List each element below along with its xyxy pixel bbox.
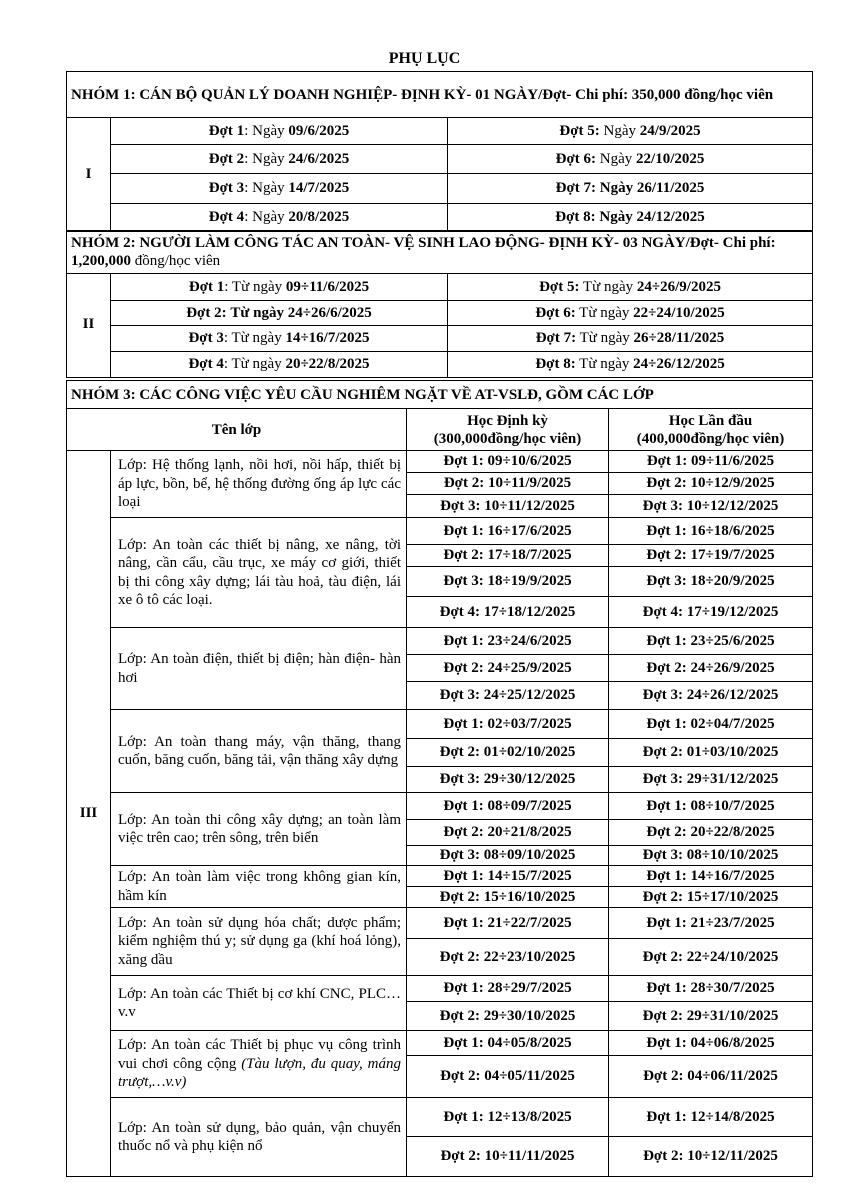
class-name-text: Lớp: An toàn điện, thiết bị điện; hàn điện- hàn hơi bbox=[118, 651, 401, 686]
class-name bbox=[111, 793, 407, 866]
periodic-session: Đợt 1: 28÷29/7/2025 bbox=[407, 976, 609, 1002]
session-date: Ngày 24/12/2025 bbox=[599, 209, 705, 225]
session-label: Đợt 7: bbox=[555, 180, 597, 196]
first-time-session: Đợt 2: 01÷03/10/2025 bbox=[609, 739, 813, 767]
first-time-session: Đợt 3: 24÷26/12/2025 bbox=[609, 682, 813, 710]
periodic-session: Đợt 1: 23÷24/6/2025 bbox=[407, 628, 609, 655]
session-label: Đợt 5: bbox=[539, 278, 580, 295]
first-time-session: Đợt 3: 29÷31/12/2025 bbox=[609, 767, 813, 793]
schedule-row bbox=[67, 174, 813, 204]
schedule-row bbox=[67, 301, 813, 326]
periodic-session: Đợt 2: 20÷21/8/2025 bbox=[407, 820, 609, 846]
session-label: Đợt 7: bbox=[535, 330, 577, 346]
class-name-text: Lớp: An toàn sử dụng hóa chất; dược phẩm; kiểm nghiệm thú y; sử dụng ga (khí hoá lỏng), xăng dầu bbox=[118, 914, 401, 968]
periodic-session: Đợt 2: 24÷25/9/2025 bbox=[407, 655, 609, 682]
class-name bbox=[111, 1098, 407, 1177]
group-3-header-row bbox=[67, 381, 813, 409]
schedule-row bbox=[67, 145, 813, 174]
schedule-cell-left bbox=[111, 326, 448, 352]
periodic-session: Đợt 1: 12÷13/8/2025 bbox=[407, 1098, 609, 1137]
periodic-session: Đợt 2: 17÷18/7/2025 bbox=[407, 545, 609, 567]
periodic-session: Đợt 2: 29÷30/10/2025 bbox=[407, 1002, 609, 1031]
class-name bbox=[111, 1031, 407, 1098]
schedule-cell-left bbox=[111, 352, 448, 378]
session-date: 24/9/2025 bbox=[639, 122, 701, 139]
session-text: : Ngày bbox=[244, 180, 289, 196]
first-time-session: Đợt 1: 28÷30/7/2025 bbox=[609, 976, 813, 1002]
session-date: Ngày 26/11/2025 bbox=[599, 180, 705, 196]
periodic-session: Đợt 2: 10÷11/11/2025 bbox=[407, 1137, 609, 1177]
session-date: 14/7/2025 bbox=[288, 180, 350, 196]
session-text: Ngày bbox=[596, 150, 637, 167]
class-name-text: Lớp: An toàn sử dụng, bảo quản, vận chuyển thuốc nổ và phụ kiện nổ bbox=[118, 1119, 401, 1154]
schedule-row bbox=[67, 204, 813, 232]
schedule-cell-right bbox=[448, 204, 813, 232]
group-3-column-header-row bbox=[67, 409, 813, 451]
class-name-text: Lớp: An toàn các Thiết bị phục vụ công trình vui chơi công cộng bbox=[118, 1037, 401, 1072]
column-periodic bbox=[407, 409, 609, 451]
schedule-row bbox=[67, 118, 813, 145]
periodic-session: Đợt 2: 01÷02/10/2025 bbox=[407, 739, 609, 767]
schedule-cell-left bbox=[111, 145, 448, 174]
schedule-row bbox=[67, 326, 813, 352]
first-time-session: Đợt 2: 10÷12/11/2025 bbox=[609, 1137, 813, 1177]
session-date: 24÷26/9/2025 bbox=[636, 278, 721, 295]
session-date: Từ ngày 24÷26/6/2025 bbox=[230, 304, 372, 321]
periodic-session: Đợt 3: 24÷25/12/2025 bbox=[407, 682, 609, 710]
first-time-session: Đợt 2: 15÷17/10/2025 bbox=[609, 887, 813, 908]
schedule-cell-left bbox=[111, 301, 448, 326]
session-date: 22/10/2025 bbox=[636, 150, 705, 167]
class-name bbox=[111, 866, 407, 908]
column-periodic-fee: (300,000đồng/học viên) bbox=[433, 430, 582, 447]
schedule-cell-right bbox=[448, 174, 813, 204]
group-3-body bbox=[67, 381, 813, 1177]
column-first-time-label: Học Lần đầu bbox=[668, 412, 753, 429]
session-date: 14÷16/7/2025 bbox=[285, 330, 370, 346]
periodic-session: Đợt 3: 10÷11/12/2025 bbox=[407, 495, 609, 518]
schedule-cell-right bbox=[448, 352, 813, 378]
session-text: : Ngày bbox=[244, 122, 289, 139]
group-1-header-row bbox=[67, 72, 813, 118]
class-name bbox=[111, 976, 407, 1031]
periodic-session: Đợt 1: 21÷22/7/2025 bbox=[407, 908, 609, 939]
session-label: Đợt 1 bbox=[208, 122, 245, 139]
group-2-table bbox=[66, 230, 813, 378]
class-name-text: Lớp: An toàn các thiết bị nâng, xe nâng, tời nâng, cần cẩu, cầu trục, xe máy cơ giới, thiết bị thi công xây dựng; lái tàu hoả, tàu điện, lái xe ô tô các loại. bbox=[118, 536, 401, 608]
schedule-cell-right bbox=[448, 326, 813, 352]
class-schedule-row bbox=[67, 908, 813, 939]
schedule-cell-left bbox=[111, 118, 448, 145]
periodic-session: Đợt 2: 22÷23/10/2025 bbox=[407, 939, 609, 976]
first-time-session: Đợt 3: 08÷10/10/2025 bbox=[609, 846, 813, 866]
group-2-header-bold: NHÓM 2: NGƯỜI LÀM CÔNG TÁC AN TOÀN- VỆ SINH LAO ĐỘNG- ĐỊNH KỲ- 03 NGÀY/Đợt- Chi phí: 1,200,000 bbox=[71, 235, 776, 269]
first-time-session: Đợt 1: 21÷23/7/2025 bbox=[609, 908, 813, 939]
schedule-cell-left bbox=[111, 204, 448, 232]
session-date: 26÷28/11/2025 bbox=[633, 330, 725, 346]
session-text: : Từ ngày bbox=[223, 330, 286, 346]
column-class-name: Tên lớp bbox=[67, 409, 407, 451]
class-name bbox=[111, 710, 407, 793]
class-schedule-row bbox=[67, 451, 813, 473]
group-roman-numeral: III bbox=[67, 451, 111, 1177]
class-name-text: Lớp: An toàn thang máy, vận thăng, thang cuốn, băng cuốn, băng tải, vận thăng xây dựng bbox=[118, 733, 401, 768]
group-1-body bbox=[67, 72, 813, 232]
session-label: Đợt 1 bbox=[188, 278, 225, 295]
session-label: Đợt 4 bbox=[208, 209, 245, 225]
schedule-cell-right bbox=[448, 274, 813, 301]
periodic-session: Đợt 2: 04÷05/11/2025 bbox=[407, 1056, 609, 1098]
session-text: : Ngày bbox=[244, 150, 289, 167]
periodic-session: Đợt 1: 08÷09/7/2025 bbox=[407, 793, 609, 820]
class-name-italic: (Tàu lượn, đu quay, máng trượt,…v.v) bbox=[118, 1055, 401, 1091]
schedule-row bbox=[67, 274, 813, 301]
first-time-session: Đợt 1: 04÷06/8/2025 bbox=[609, 1031, 813, 1056]
class-schedule-row bbox=[67, 976, 813, 1002]
session-text: Từ ngày bbox=[575, 304, 634, 321]
first-time-session: Đợt 2: 17÷19/7/2025 bbox=[609, 545, 813, 567]
session-date: 22÷24/10/2025 bbox=[633, 304, 725, 321]
session-label: Đợt 4 bbox=[188, 356, 224, 372]
class-schedule-row bbox=[67, 518, 813, 545]
group-3-table bbox=[66, 380, 813, 1177]
periodic-session: Đợt 1: 14÷15/7/2025 bbox=[407, 866, 609, 887]
page-title: PHỤ LỤC bbox=[388, 50, 461, 67]
first-time-session: Đợt 4: 17÷19/12/2025 bbox=[609, 597, 813, 628]
class-schedule-row bbox=[67, 866, 813, 887]
group-roman-numeral: II bbox=[67, 274, 111, 378]
class-name bbox=[111, 908, 407, 976]
session-label: Đợt 2 bbox=[208, 150, 245, 167]
schedule-row bbox=[67, 352, 813, 378]
group-1-header: NHÓM 1: CÁN BỘ QUẢN LÝ DOANH NGHIỆP- ĐỊNH KỲ- 01 NGÀY/Đợt- Chi phí: 350,000 đồng/học viên bbox=[67, 72, 813, 118]
class-schedule-row bbox=[67, 793, 813, 820]
group-2-header-row bbox=[67, 231, 813, 274]
group-2-header-normal: đồng/học viên bbox=[131, 253, 221, 269]
first-time-session: Đợt 1: 12÷14/8/2025 bbox=[609, 1098, 813, 1137]
first-time-session: Đợt 2: 04÷06/11/2025 bbox=[609, 1056, 813, 1098]
column-first-time bbox=[609, 409, 813, 451]
class-schedule-row bbox=[67, 710, 813, 739]
first-time-session: Đợt 2: 22÷24/10/2025 bbox=[609, 939, 813, 976]
session-date: 24÷26/12/2025 bbox=[633, 356, 725, 372]
session-label: Đợt 8: bbox=[535, 356, 576, 372]
schedule-cell-left bbox=[111, 174, 448, 204]
session-date: 20/8/2025 bbox=[288, 209, 350, 225]
session-label: Đợt 8: bbox=[555, 209, 596, 225]
first-time-session: Đợt 1: 02÷04/7/2025 bbox=[609, 710, 813, 739]
first-time-session: Đợt 2: 24÷26/9/2025 bbox=[609, 655, 813, 682]
group-roman-numeral: I bbox=[67, 118, 111, 232]
class-name bbox=[111, 628, 407, 710]
first-time-session: Đợt 1: 14÷16/7/2025 bbox=[609, 866, 813, 887]
session-text: : Từ ngày bbox=[224, 278, 286, 295]
class-schedule-row bbox=[67, 1031, 813, 1056]
class-name-text: Lớp: An toàn làm việc trong không gian kín, hầm kín bbox=[118, 869, 401, 904]
session-label: Đợt 3 bbox=[208, 180, 245, 196]
first-time-session: Đợt 3: 10÷12/12/2025 bbox=[609, 495, 813, 518]
first-time-session: Đợt 3: 18÷20/9/2025 bbox=[609, 567, 813, 597]
class-schedule-row bbox=[67, 1098, 813, 1137]
session-text: Ngày bbox=[599, 122, 640, 139]
session-label: Đợt 5: bbox=[559, 122, 600, 139]
class-name bbox=[111, 518, 407, 628]
periodic-session: Đợt 3: 18÷19/9/2025 bbox=[407, 567, 609, 597]
class-name-text: Lớp: An toàn thi công xây dựng; an toàn làm việc trên cao; trên sông, trên biển bbox=[118, 811, 401, 846]
schedule-cell-right bbox=[448, 118, 813, 145]
class-name bbox=[111, 451, 407, 518]
session-text: : Ngày bbox=[244, 209, 289, 225]
periodic-session: Đợt 1: 16÷17/6/2025 bbox=[407, 518, 609, 545]
schedule-cell-right bbox=[448, 145, 813, 174]
periodic-session: Đợt 1: 09÷10/6/2025 bbox=[407, 451, 609, 473]
session-text: Từ ngày bbox=[576, 330, 634, 346]
session-label: Đợt 6: bbox=[555, 150, 597, 167]
group-3-header: NHÓM 3: CÁC CÔNG VIỆC YÊU CẦU NGHIÊM NGẶT VỀ AT-VSLĐ, GỒM CÁC LỚP bbox=[67, 381, 813, 409]
session-label: Đợt 3 bbox=[188, 330, 224, 346]
class-name-text: Lớp: An toàn các Thiết bị cơ khí CNC, PLC…v.v bbox=[118, 985, 401, 1020]
periodic-session: Đợt 1: 02÷03/7/2025 bbox=[407, 710, 609, 739]
session-date: 09/6/2025 bbox=[288, 122, 350, 139]
class-schedule-row bbox=[67, 628, 813, 655]
first-time-session: Đợt 1: 09÷11/6/2025 bbox=[609, 451, 813, 473]
session-text: : Từ ngày bbox=[223, 356, 286, 372]
session-date: 20÷22/8/2025 bbox=[285, 356, 370, 372]
session-label: Đợt 2: bbox=[186, 304, 227, 321]
first-time-session: Đợt 2: 29÷31/10/2025 bbox=[609, 1002, 813, 1031]
first-time-session: Đợt 1: 16÷18/6/2025 bbox=[609, 518, 813, 545]
periodic-session: Đợt 3: 29÷30/12/2025 bbox=[407, 767, 609, 793]
periodic-session: Đợt 1: 04÷05/8/2025 bbox=[407, 1031, 609, 1056]
group-1-table bbox=[66, 71, 813, 232]
group-2-body bbox=[67, 231, 813, 378]
schedule-cell-right bbox=[448, 301, 813, 326]
schedule-cell-left bbox=[111, 274, 448, 301]
periodic-session: Đợt 4: 17÷18/12/2025 bbox=[407, 597, 609, 628]
first-time-session: Đợt 1: 08÷10/7/2025 bbox=[609, 793, 813, 820]
periodic-session: Đợt 2: 10÷11/9/2025 bbox=[407, 473, 609, 495]
session-date: 09÷11/6/2025 bbox=[285, 278, 370, 295]
class-name-text: Lớp: Hệ thống lạnh, nồi hơi, nồi hấp, thiết bị áp lực, bồn, bể, hệ thống đường ống áp lực các loại bbox=[118, 457, 401, 511]
first-time-session: Đợt 1: 23÷25/6/2025 bbox=[609, 628, 813, 655]
periodic-session: Đợt 2: 15÷16/10/2025 bbox=[407, 887, 609, 908]
session-text: Từ ngày bbox=[575, 356, 634, 372]
session-text: Từ ngày bbox=[579, 278, 637, 295]
first-time-session: Đợt 2: 20÷22/8/2025 bbox=[609, 820, 813, 846]
column-periodic-label: Học Định kỳ bbox=[467, 412, 548, 429]
session-label: Đợt 6: bbox=[535, 304, 576, 321]
column-first-time-fee: (400,000đồng/học viên) bbox=[636, 430, 785, 447]
session-date: 24/6/2025 bbox=[288, 150, 350, 167]
periodic-session: Đợt 3: 08÷09/10/2025 bbox=[407, 846, 609, 866]
first-time-session: Đợt 2: 10÷12/9/2025 bbox=[609, 473, 813, 495]
group-2-header bbox=[67, 231, 813, 274]
